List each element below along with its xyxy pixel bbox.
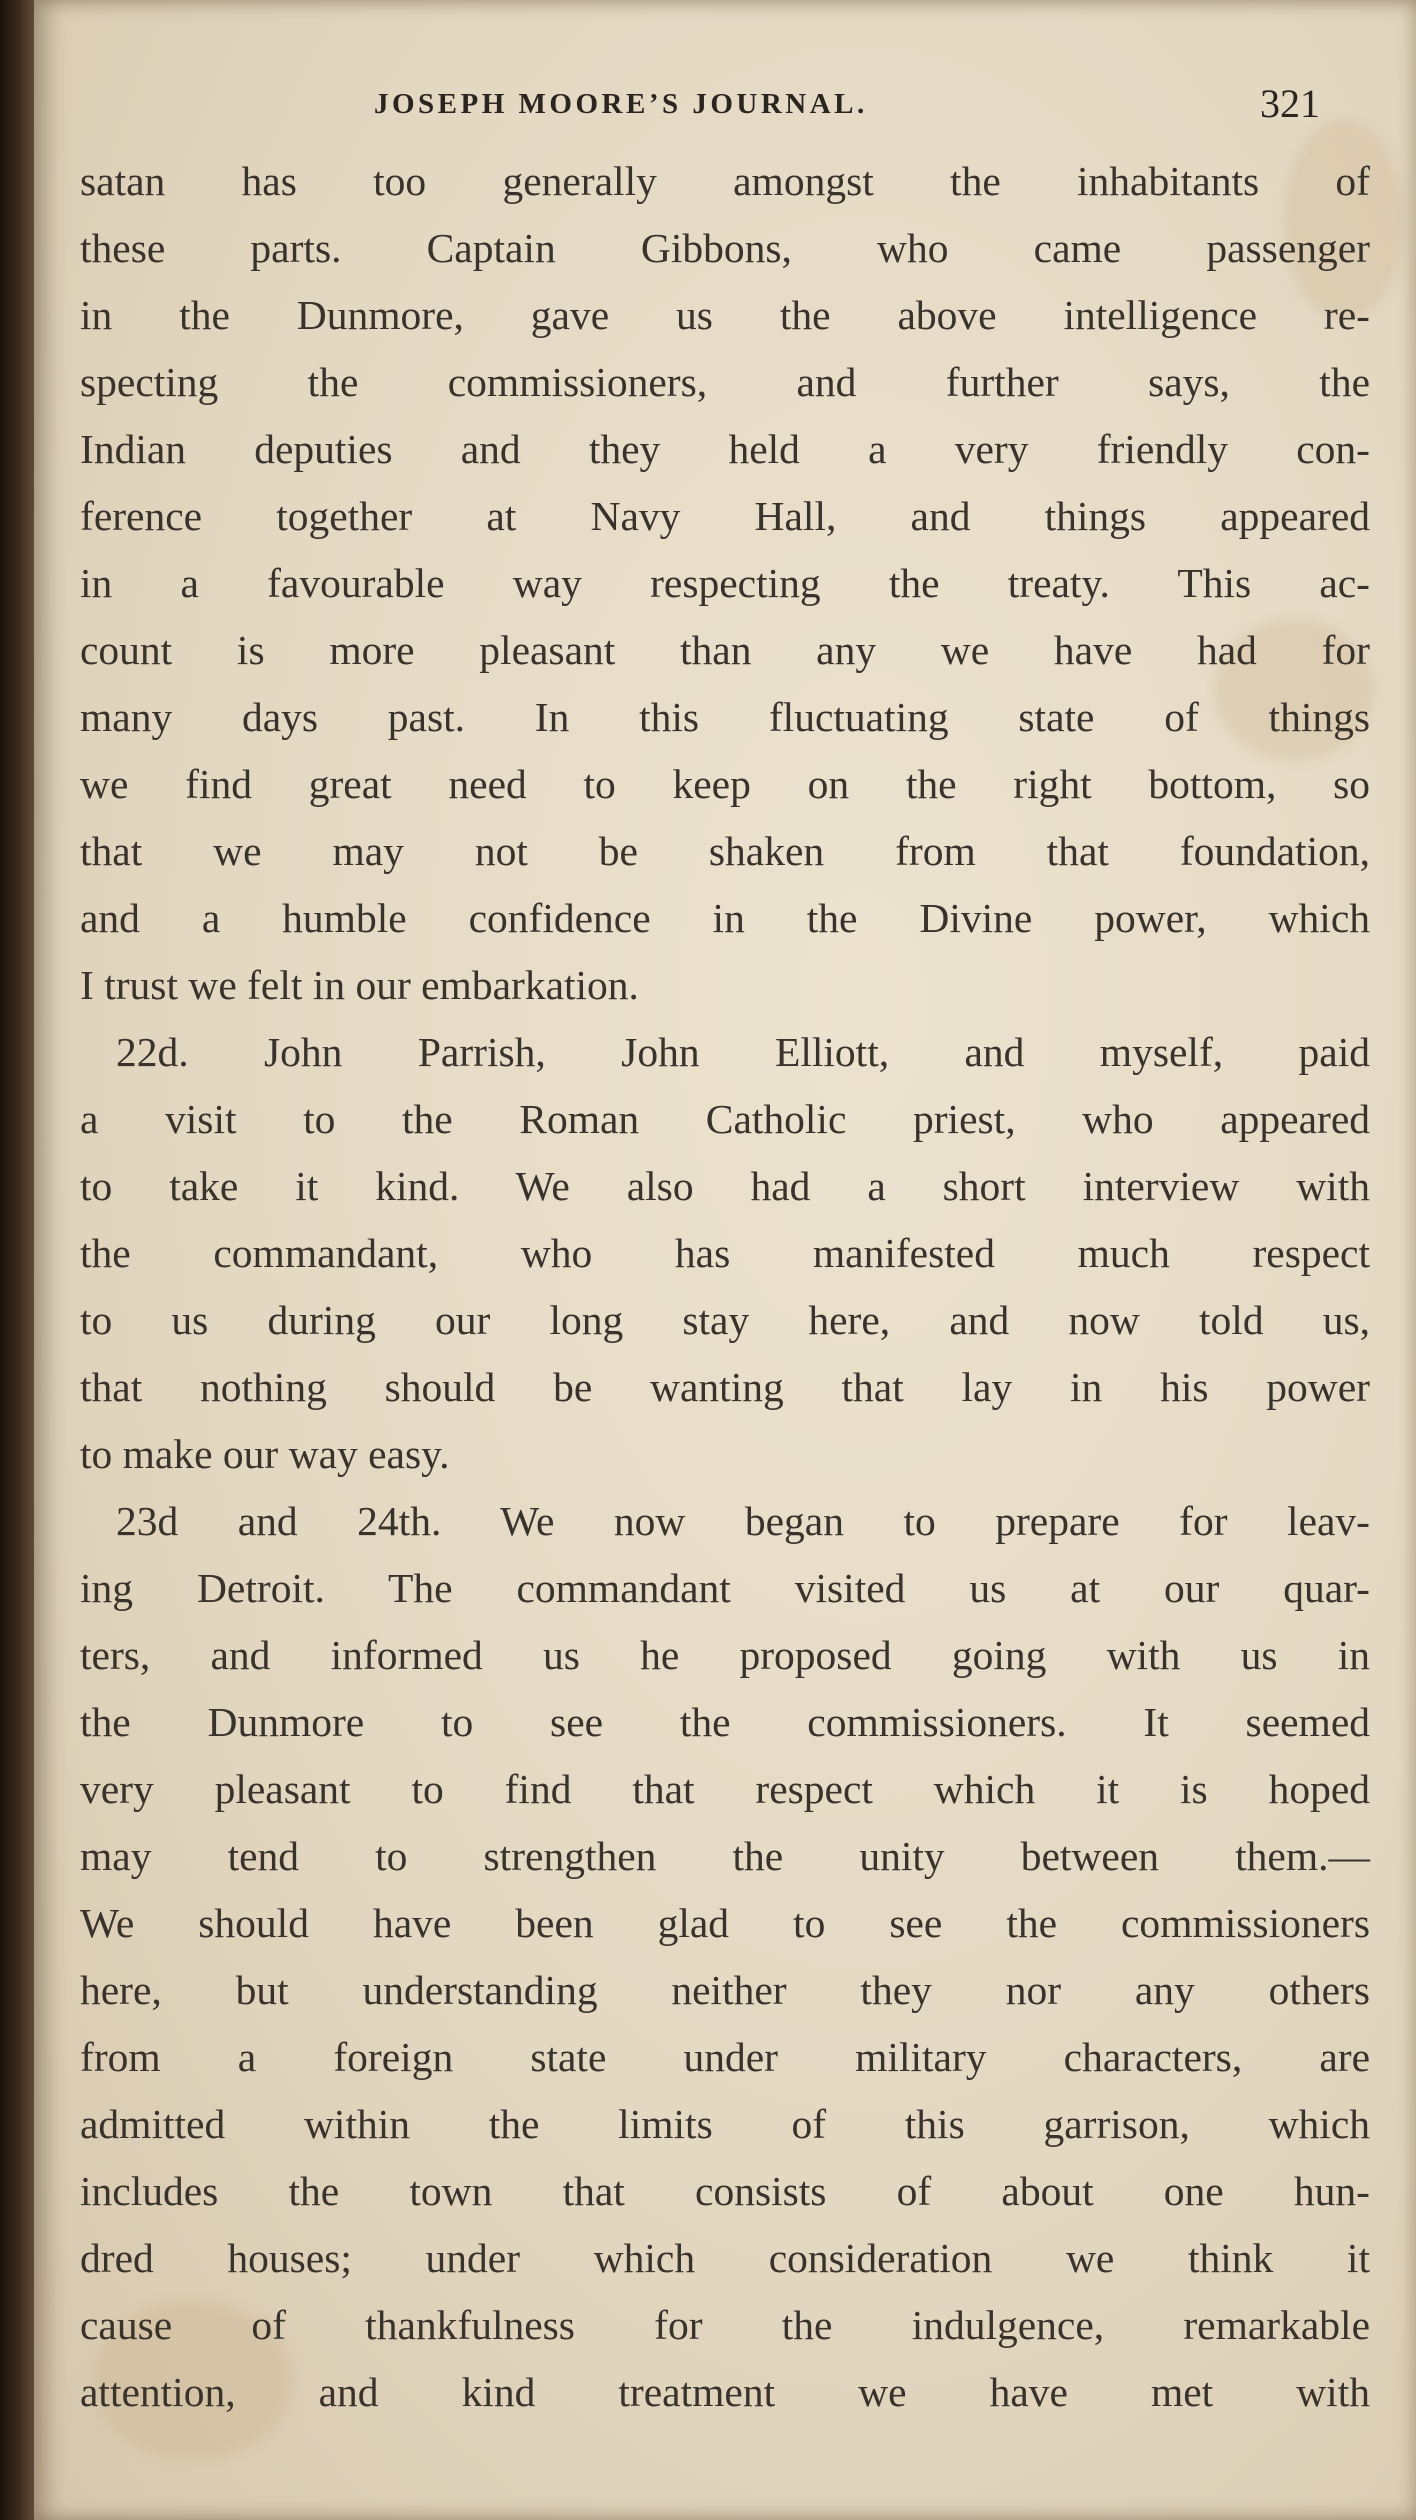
text-line: ing Detroit. The commandant visited us at our quar- bbox=[80, 1565, 1370, 1611]
text-line-paragraph-end: to make our way easy. bbox=[80, 1431, 450, 1477]
text-line: here, but understanding neither they nor any others bbox=[80, 1967, 1370, 2013]
text-line: We should have been glad to see the commissioners bbox=[80, 1900, 1370, 1946]
text-line: dred houses; under which consideration we think it bbox=[80, 2235, 1370, 2281]
text-line: to take it kind. We also had a short interview with bbox=[80, 1163, 1370, 1209]
text-line: from a foreign state under military characters, are bbox=[80, 2034, 1370, 2080]
text-line: very pleasant to find that respect which it is hoped bbox=[80, 1766, 1370, 1812]
page-number: 321 bbox=[1260, 81, 1320, 126]
text-line: the commandant, who has manifested much respect bbox=[80, 1230, 1370, 1276]
text-line: that nothing should be wanting that lay in his power bbox=[80, 1364, 1370, 1410]
running-head bbox=[34, 78, 1416, 138]
text-line: these parts. Captain Gibbons, who came passenger bbox=[80, 225, 1370, 271]
text-line: a visit to the Roman Catholic priest, who appeared bbox=[80, 1096, 1370, 1142]
text-line-paragraph-start: 23d and 24th. We now began to prepare for leav- bbox=[116, 1498, 1370, 1544]
text-line: in the Dunmore, gave us the above intelligence re- bbox=[80, 292, 1370, 338]
text-line: cause of thankfulness for the indulgence, remarkable bbox=[80, 2302, 1370, 2348]
text-line: that we may not be shaken from that foundation, bbox=[80, 828, 1370, 874]
running-title: JOSEPH MOORE’S JOURNAL. bbox=[374, 88, 868, 120]
book-page bbox=[34, 0, 1416, 2520]
text-line: includes the town that consists of about one hun- bbox=[80, 2168, 1370, 2214]
text-line: admitted within the limits of this garrison, which bbox=[80, 2101, 1370, 2147]
text-line: and a humble confidence in the Divine power, which bbox=[80, 895, 1370, 941]
text-line: we find great need to keep on the right bottom, so bbox=[80, 761, 1370, 807]
text-line-paragraph-start: 22d. John Parrish, John Elliott, and myself, paid bbox=[116, 1029, 1370, 1075]
text-line: Indian deputies and they held a very friendly con- bbox=[80, 426, 1370, 472]
text-line: in a favourable way respecting the treaty. This ac- bbox=[80, 560, 1370, 606]
text-line: the Dunmore to see the commissioners. It seemed bbox=[80, 1699, 1370, 1745]
text-line: count is more pleasant than any we have had for bbox=[80, 627, 1370, 673]
text-line-paragraph-end: I trust we felt in our embarkation. bbox=[80, 962, 639, 1008]
text-line: ference together at Navy Hall, and things appeared bbox=[80, 493, 1370, 539]
text-line: to us during our long stay here, and now told us, bbox=[80, 1297, 1370, 1343]
text-line: satan has too generally amongst the inhabitants of bbox=[80, 158, 1370, 204]
text-line: may tend to strengthen the unity between them.— bbox=[80, 1833, 1370, 1879]
text-line: attention, and kind treatment we have met with bbox=[80, 2369, 1370, 2415]
text-line: ters, and informed us he proposed going with us in bbox=[80, 1632, 1370, 1678]
body-text bbox=[80, 148, 1370, 2426]
text-line: many days past. In this fluctuating state of things bbox=[80, 694, 1370, 740]
text-line: specting the commissioners, and further says, the bbox=[80, 359, 1370, 405]
